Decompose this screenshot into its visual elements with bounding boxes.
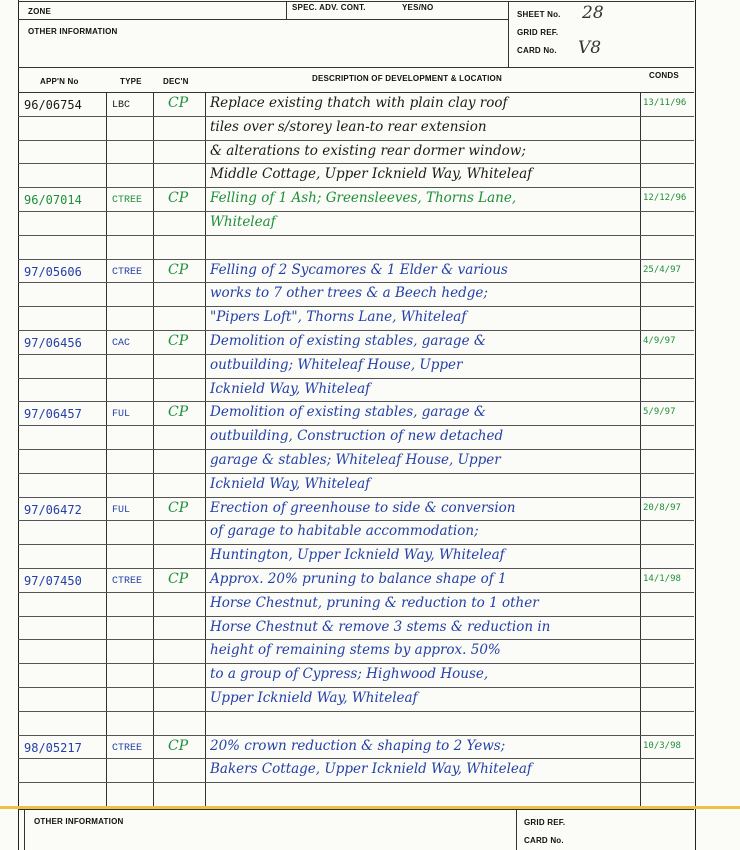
conditions-date: 13/11/96	[643, 98, 687, 108]
row-rule	[18, 687, 694, 688]
application-number: 96/07014	[24, 193, 82, 207]
other-info-label: OTHER INFORMATION	[28, 27, 118, 36]
row-rule	[18, 735, 694, 736]
application-type: CTREE	[112, 195, 143, 206]
col-description-header: DESCRIPTION OF DEVELOPMENT & LOCATION	[312, 74, 502, 83]
footer-divider	[516, 809, 517, 850]
application-type: CTREE	[112, 576, 143, 587]
description-line: "Pipers Loft", Thorns Lane, Whiteleaf	[210, 309, 467, 325]
row-rule	[18, 425, 694, 426]
conditions-date: 20/8/97	[643, 503, 681, 513]
application-number: 96/06754	[24, 98, 82, 112]
sheet-value: 28	[582, 3, 604, 23]
row-rule	[18, 639, 694, 640]
col-conds-header: CONDS	[649, 71, 679, 80]
grid-ref-label: GRID REF.	[517, 28, 559, 37]
description-line: works to 7 other trees & a Beech hedge;	[210, 285, 488, 301]
row-rule	[18, 282, 694, 283]
description-line: Felling of 2 Sycamores & 1 Elder & various	[210, 262, 508, 278]
description-line: Icknield Way, Whiteleaf	[210, 381, 371, 397]
description-line: outbuilding; Whiteleaf House, Upper	[210, 357, 463, 373]
conditions-date: 10/3/98	[643, 741, 681, 751]
yes-no-label: YES/NO	[402, 3, 434, 12]
row-rule	[18, 401, 694, 402]
conditions-date: 25/4/97	[643, 265, 681, 275]
row-rule	[18, 235, 694, 236]
row-rule	[18, 473, 694, 474]
application-number: 97/06457	[24, 407, 82, 421]
footer-other-info-label: OTHER INFORMATION	[34, 817, 124, 826]
decision: CP	[168, 571, 189, 587]
application-type: LBC	[112, 100, 131, 111]
row-rule	[18, 449, 694, 450]
description-line: Demolition of existing stables, garage &	[210, 404, 486, 420]
application-type: CTREE	[112, 743, 143, 754]
application-type: CAC	[112, 338, 131, 349]
row-rule	[18, 378, 694, 379]
card-label: CARD No.	[517, 46, 557, 55]
application-number: 97/07450	[24, 574, 82, 588]
zone-label: ZONE	[28, 7, 52, 16]
row-rule	[18, 544, 694, 545]
row-rule	[18, 187, 694, 188]
conditions-date: 12/12/96	[643, 193, 687, 203]
description-line: garage & stables; Whiteleaf House, Upper	[210, 452, 501, 468]
row-rule	[18, 354, 694, 355]
column-header-top	[18, 67, 694, 68]
row-rule	[18, 163, 694, 164]
decision: CP	[168, 738, 189, 754]
header-divider	[508, 1, 509, 67]
row-rule	[18, 520, 694, 521]
row-rule	[18, 259, 694, 260]
conditions-date: 5/9/97	[643, 407, 676, 417]
description-line: Demolition of existing stables, garage &	[210, 333, 486, 349]
conditions-date: 14/1/98	[643, 574, 681, 584]
description-line: to a group of Cypress; Highwood House,	[210, 666, 489, 682]
row-rule	[18, 330, 694, 331]
row-rule	[18, 568, 694, 569]
footer-card-label: CARD No.	[524, 836, 564, 845]
description-line: Replace existing thatch with plain clay roof	[210, 95, 508, 111]
description-line: Horse Chestnut, pruning & reduction to 1 other	[210, 595, 539, 611]
header-top-rule	[18, 1, 694, 2]
application-type: CTREE	[112, 267, 143, 278]
header-rule	[18, 19, 508, 20]
footer-grid-ref-label: GRID REF.	[524, 818, 566, 827]
description-line: Middle Cottage, Upper Icknield Way, Whiteleaf	[210, 166, 533, 182]
application-number: 97/05606	[24, 265, 82, 279]
row-rule	[18, 497, 694, 498]
decision: CP	[168, 262, 189, 278]
footer-top-rule	[18, 809, 694, 810]
application-number: 97/06456	[24, 336, 82, 350]
col-dec-header: DEC'N	[163, 77, 189, 86]
col-appn-header: APP'N No	[40, 77, 79, 86]
description-line: Icknield Way, Whiteleaf	[210, 476, 371, 492]
description-line: Erection of greenhouse to side & conversion	[210, 500, 516, 516]
description-line: outbuilding, Construction of new detached	[210, 428, 504, 444]
application-type: FUL	[112, 409, 131, 420]
conditions-date: 4/9/97	[643, 336, 676, 346]
description-line: Bakers Cottage, Upper Icknield Way, Whiteleaf	[210, 761, 532, 777]
col-type-header: TYPE	[120, 77, 142, 86]
row-rule	[18, 782, 694, 783]
description-line: Upper Icknield Way, Whiteleaf	[210, 690, 418, 706]
spec-adv-label: SPEC. ADV. CONT.	[292, 3, 366, 12]
header-divider	[286, 1, 287, 19]
column-header-bottom	[18, 92, 694, 93]
row-rule	[18, 663, 694, 664]
description-line: Felling of 1 Ash; Greensleeves, Thorns Lane,	[210, 190, 517, 206]
decision: CP	[168, 404, 189, 420]
description-line: Approx. 20% pruning to balance shape of 1	[210, 571, 507, 587]
description-line: tiles over s/storey lean-to rear extension	[210, 119, 487, 135]
row-rule	[18, 711, 694, 712]
description-line: Whiteleaf	[210, 214, 276, 230]
decision: CP	[168, 333, 189, 349]
decision: CP	[168, 500, 189, 516]
description-line: & alterations to existing rear dormer window;	[210, 143, 526, 159]
card-value: V8	[578, 38, 602, 58]
application-number: 97/06472	[24, 503, 82, 517]
description-line: Horse Chestnut & remove 3 stems & reduction in	[210, 619, 551, 635]
description-line: 20% crown reduction & shaping to 2 Yews;	[210, 738, 506, 754]
row-rule	[18, 758, 694, 759]
row-rule	[18, 616, 694, 617]
row-rule	[18, 140, 694, 141]
description-line: height of remaining stems by approx. 50%	[210, 642, 501, 658]
row-rule	[18, 306, 694, 307]
application-type: FUL	[112, 505, 131, 516]
row-rule	[18, 592, 694, 593]
application-number: 98/05217	[24, 741, 82, 755]
sheet-label: SHEET No.	[517, 10, 561, 19]
row-rule	[18, 211, 694, 212]
decision: CP	[168, 190, 189, 206]
footer-divider	[24, 809, 25, 850]
description-line: Huntington, Upper Icknield Way, Whiteleaf	[210, 547, 505, 563]
description-line: of garage to habitable accommodation;	[210, 523, 479, 539]
row-rule	[18, 116, 694, 117]
decision: CP	[168, 95, 189, 111]
